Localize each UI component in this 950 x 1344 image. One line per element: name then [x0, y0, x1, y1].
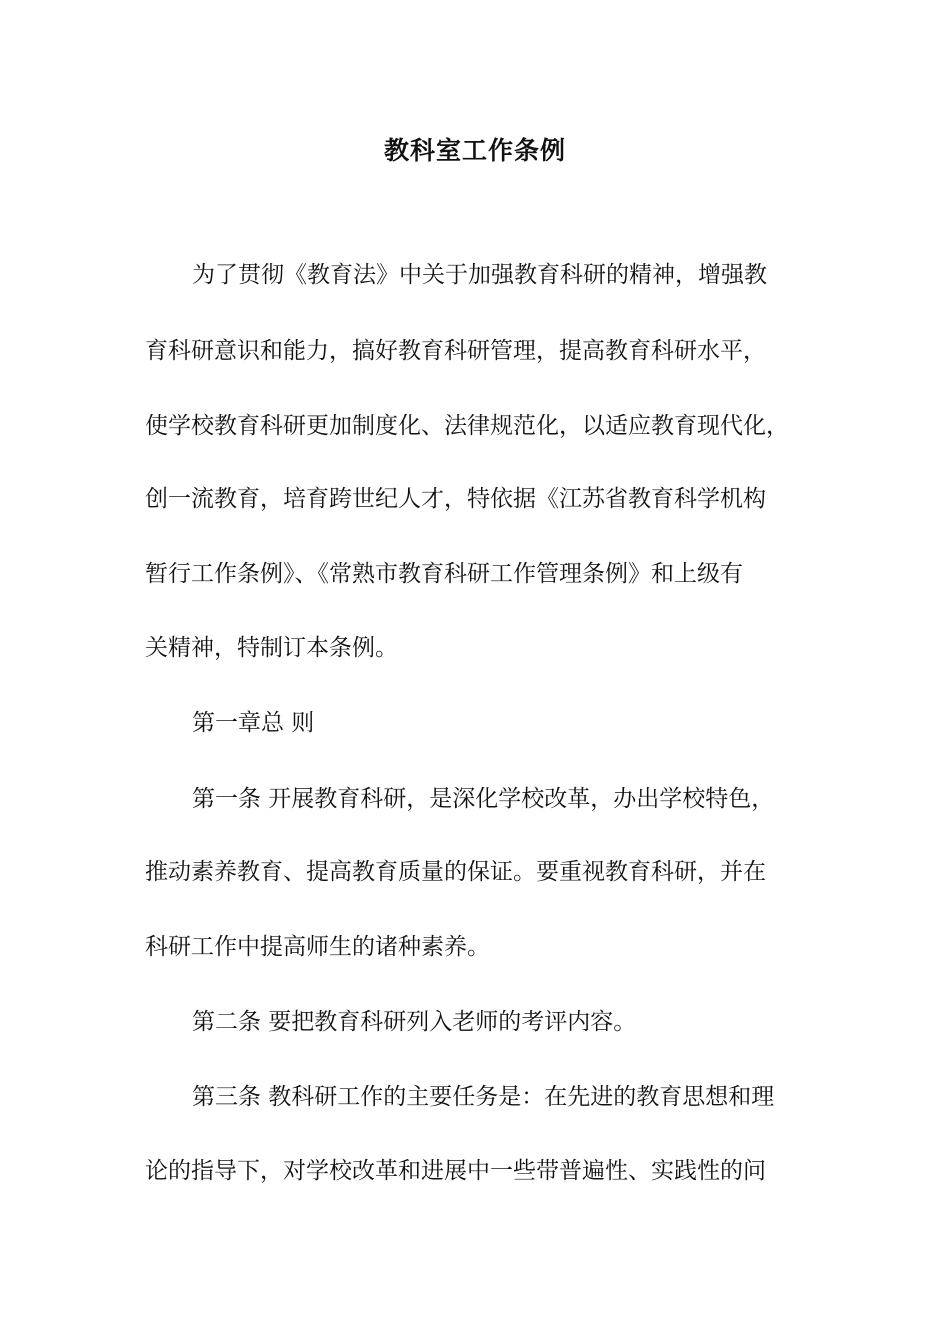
- article-line: 第二条 要把教育科研列入老师的考评内容。: [192, 1009, 637, 1035]
- paragraph-line: 育科研意识和能力，搞好教育科研管理，提高教育科研水平，: [145, 338, 766, 364]
- article-line: 第一条 开展教育科研，是深化学校改革，办出学校特色，: [192, 786, 775, 812]
- paragraph-line: 关精神，特制订本条例。: [145, 635, 398, 661]
- paragraph-line: 创一流教育，培育跨世纪人才，特依据《江苏省教育科学机构: [145, 486, 766, 512]
- paragraph-line: 科研工作中提高师生的诸种素养。: [145, 934, 490, 960]
- paragraph-line: 使学校教育科研更加制度化、法律规范化，以适应教育现代化，: [145, 413, 789, 439]
- paragraph-line: 论的指导下，对学校改革和进展中一些带普遍性、实践性的问: [145, 1158, 766, 1184]
- paragraph-line: 暂行工作条例》、《常熟市教育科研工作管理条例》和上级有: [145, 561, 743, 587]
- paragraph-line: 为了贯彻《教育法》中关于加强教育科研的精神，增强教: [192, 262, 767, 288]
- document-title: 教科室工作条例: [383, 136, 566, 165]
- article-line: 第三条 教科研工作的主要任务是：在先进的教育思想和理: [192, 1084, 775, 1110]
- paragraph-line: 推动素养教育、提高教育质量的保证。要重视教育科研，并在: [145, 859, 766, 885]
- chapter-heading: 第一章总 则: [192, 710, 315, 736]
